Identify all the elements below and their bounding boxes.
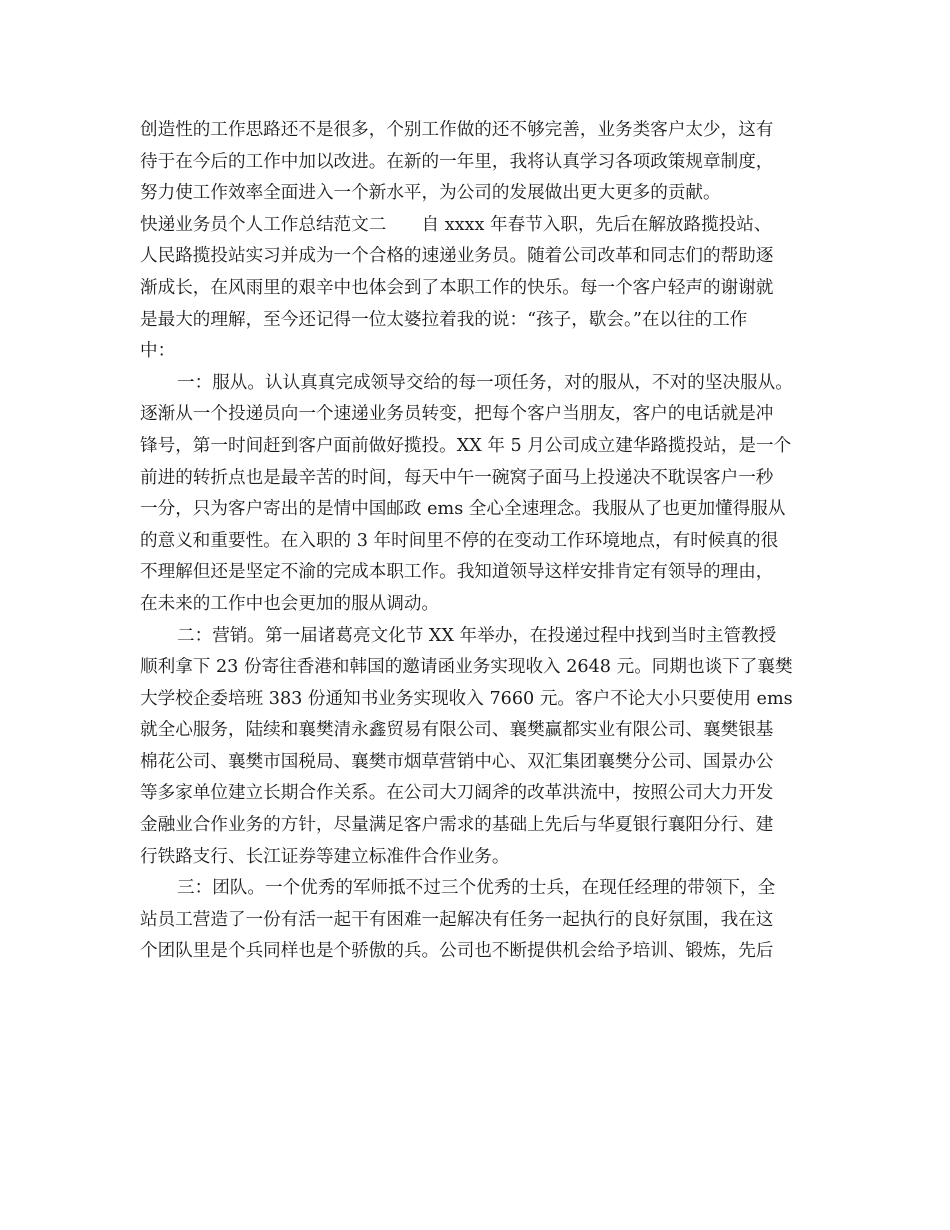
body-text	[140, 115, 820, 968]
text-line: 的意义和重要性。在入职的 3 年时间里不停的在变动工作环境地点，有时候真的很	[140, 530, 779, 551]
text-line: 是最大的理解，至今还记得一位太婆拉着我的说：“孩子，歇会。”在以往的工作	[140, 309, 748, 330]
text-line: 站员工营造了一份有活一起干有困难一起解决有任务一起执行的良好氛围，我在这	[140, 909, 774, 930]
text-line: 不理解但还是坚定不渝的完成本职工作。我知道领导这样安排肯定有领导的理由，	[140, 562, 774, 583]
text-line: 渐成长，在风雨里的艰辛中也体会到了本职工作的快乐。每一个客户轻声的谢谢就	[140, 277, 774, 298]
text-line: 顺利拿下 23 份寄往香港和韩国的邀请函业务实现收入 2648 元。同期也谈下了襄樊	[140, 657, 793, 678]
paragraph-first-line: 二：营销。第一届诸葛亮文化节 XX 年举办，在投递过程中找到当时主管教授	[177, 625, 777, 646]
text-line: 逐渐从一个投递员向一个速递业务员转变，把每个客户当朋友，客户的电话就是冲	[140, 404, 774, 425]
paragraph-first-line: 三：团队。一个优秀的军师抵不过三个优秀的士兵，在现任经理的带领下，全	[177, 878, 776, 899]
text-line: 一分，只为客户寄出的是情中国邮政 ems 全心全速理念。我服从了也更加懂得服从	[140, 499, 786, 520]
text-line: 中：	[140, 341, 176, 362]
text-line: 大学校企委培班 383 份通知书业务实现收入 7660 元。客户不论大小只要使用 ems	[140, 688, 793, 709]
text-line: 行铁路支行、长江证券等建立标准件合作业务。	[140, 846, 510, 867]
text-line: 就全心服务，陆续和襄樊清永鑫贸易有限公司、襄樊赢都实业有限公司、襄樊银基	[140, 720, 774, 741]
text-line: 等多家单位建立长期合作关系。在公司大刀阔斧的改革洪流中，按照公司大力开发	[140, 783, 774, 804]
text-line: 努力使工作效率全面进入一个新水平，为公司的发展做出更大更多的贡献。	[140, 183, 721, 204]
text-line: 待于在今后的工作中加以改进。在新的一年里，我将认真学习各项政策规章制度，	[140, 151, 774, 172]
text-line: 创造性的工作思路还不是很多，个别工作做的还不够完善，业务类客户太少，这有	[140, 120, 774, 140]
text-line: 个团队里是个兵同样也是个骄傲的兵。公司也不断提供机会给予培训、锻炼，先后	[140, 941, 774, 962]
paragraph-first-line: 一：服从。认认真真完成领导交给的每一项任务，对的服从，不对的坚决服从。	[177, 372, 793, 393]
text-line: 快递业务员个人工作总结范文二 自 xxxx 年春节入职，先后在解放路揽投站、	[140, 214, 772, 235]
text-line: 前进的转折点也是最辛苦的时间，每天中午一碗窝子面马上投递决不耽误客户一秒	[140, 467, 774, 488]
text-line: 人民路揽投站实习并成为一个合格的速递业务员。随着公司改革和同志们的帮助逐	[140, 246, 774, 267]
text-line: 在未来的工作中也会更加的服从调动。	[140, 593, 440, 614]
text-line: 锋号，第一时间赶到客户面前做好揽投。XX 年 5 月公司成立建华路揽投站，是一个	[140, 435, 792, 456]
text-line: 棉花公司、襄樊市国税局、襄樊市烟草营销中心、双汇集团襄樊分公司、国景办公	[140, 751, 774, 772]
text-line: 金融业合作业务的方针，尽量满足客户需求的基础上先后与华夏银行襄阳分行、建	[140, 815, 774, 836]
